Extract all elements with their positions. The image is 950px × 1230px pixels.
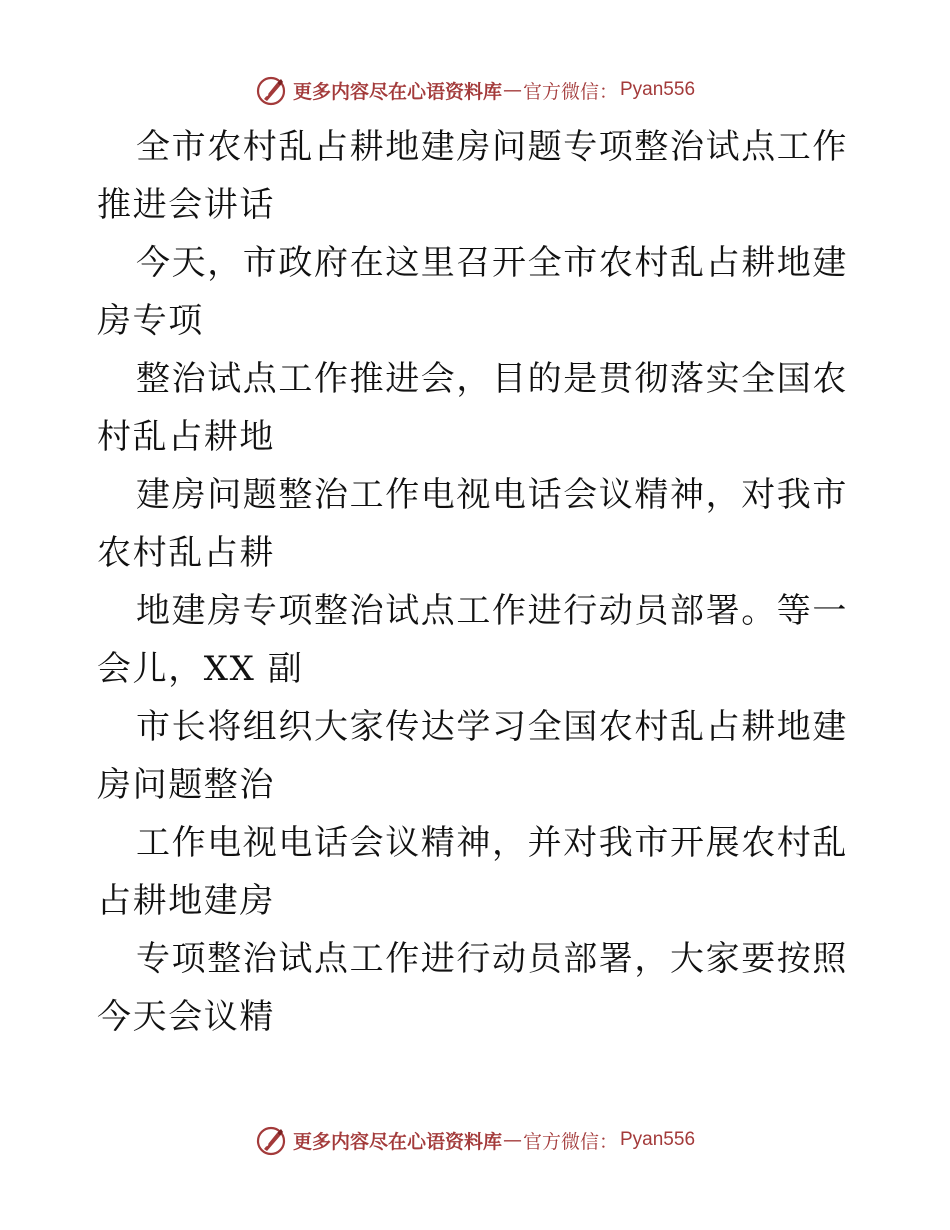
banner-label: 官方微信： [522,80,618,103]
document-title: 全市农村乱占耕地建房问题专项整治试点工作推进会讲话 [97,127,848,225]
footer-banner [0,1120,950,1160]
pen-logo-icon [255,74,287,106]
banner-text [293,77,695,104]
banner-wechat-id: Pyan556 [620,1129,696,1150]
banner-label: 官方微信： [522,1130,618,1153]
banner-text [293,1127,695,1154]
paragraph: 整治试点工作推进会，目的是贯彻落实全国农村乱占耕地 [97,359,848,457]
paragraph: 地建房专项整治试点工作进行动员部署。等一会儿，XX 副 [97,591,848,689]
banner-wechat-id: Pyan556 [620,79,696,100]
document-body [97,118,857,1046]
paragraph: 建房问题整治工作电视电话会议精神，对我市农村乱占耕 [97,475,848,573]
paragraph: 专项整治试点工作进行动员部署，大家要按照今天会议精 [97,939,848,1037]
banner-dash: — [502,79,522,101]
paragraph: 市长将组织大家传达学习全国农村乱占耕地建房问题整治 [97,707,848,805]
banner-main-text: 更多内容尽在心语资料库 [292,1130,502,1153]
paragraph: 工作电视电话会议精神，并对我市开展农村乱占耕地建房 [97,823,848,921]
pen-logo-icon [255,1124,287,1156]
banner-dash: — [502,1129,522,1151]
paragraph: 今天，市政府在这里召开全市农村乱占耕地建房专项 [97,243,848,341]
header-banner [0,70,950,110]
banner-main-text: 更多内容尽在心语资料库 [292,80,502,103]
